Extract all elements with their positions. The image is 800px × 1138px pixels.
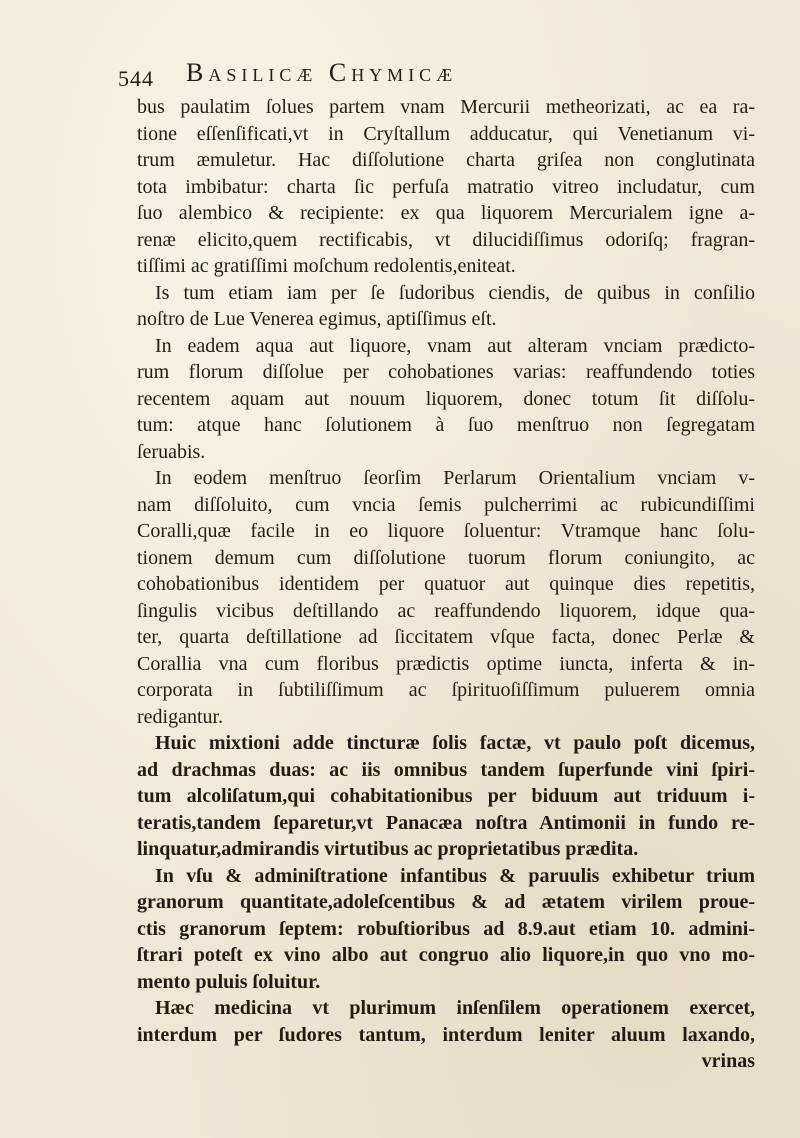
text-line: In vſu & adminiſtratione infantibus & paruulis exhibetur trium [155,864,755,887]
text-line: linquatur,admirandis virtutibus ac proprietatibus prædita. [137,838,639,860]
text-line: renæ elicito,quem rectificabis, vt dilucidiſſimus odoriſq; fragran- [137,228,755,251]
text-line: ſtrari poteſt ex vino albo aut congruo alio liquore,in quo vno mo- [137,944,755,966]
text-line: trum æmuletur. Hac diſſolutione charta griſea non conglutinata [137,149,755,171]
text-line: tiſſimi ac gratiſſimi moſchum redolentis,eniteat. [137,255,516,277]
text-line: tum: atque hanc ſolutionem à ſuo menſtruo non ſegregatam [137,414,755,436]
body-text [137,94,755,1075]
text-line: teratis,tandem ſeparetur,vt Panacæa noſtra Antimonii in fundo re- [137,811,755,834]
text-line: ad drachmas duas: ac iis omnibus tandem ſuperfunde vini ſpiri- [137,758,755,781]
running-head: Basilicæ Chymicæ [186,58,458,87]
text-line: interdum per ſudores tantum, interdum leniter aluum laxando, [137,1023,755,1046]
text-line: tionem demum cum diſſolutione tuorum florum coniungito, ac [137,546,755,569]
text-line: Hæc medicina vt plurimum inſenſilem operationem exercet, [155,997,755,1019]
text-line: cohobationibus identidem per quatuor aut quinque dies repetitis, [137,573,755,595]
text-line: mento puluis ſoluitur. [137,970,321,993]
text-line: ctis granorum ſeptem: robuſtioribus ad 8.9.aut etiam 10. admini- [137,917,755,940]
text-line: tione eſſenſificati,vt in Cryſtallum adducatur, qui Venetianum vi- [137,122,755,145]
text-line: granorum quantitate,adoleſcentibus & ad ætatem virilem proue- [137,891,755,913]
text-line: Coralli,quæ facile in eo liquore ſoluentur: Vtramque hanc ſolu- [137,520,755,542]
text-line: redigantur. [137,705,224,728]
text-line: In eadem aqua aut liquore, vnam aut alteram vnciam prædicto- [155,334,755,357]
text-line: recentem aquam aut nouum liquorem, donec totum ſit diſſolu- [137,387,755,410]
text-line: noſtro de Lue Venerea egimus, aptiſſimus eſt. [137,308,497,330]
text-line: ſuo alembico & recipiente: ex qua liquorem Mercurialem igne a- [137,202,755,224]
page-number: 544 [118,66,154,91]
catchword: vrinas [701,1050,755,1072]
text-line: ter, quarta deſtillatione ad ſiccitatem vſque facta, donec Perlæ & [137,626,755,648]
text-line: Is tum etiam iam per ſe ſudoribus ciendis, de quibus in conſilio [155,281,755,304]
text-line: Corallia vna cum floribus prædictis optime iuncta, inferta & in- [137,652,755,675]
text-line: nam diſſoluito, cum vncia ſemis pulcherrimi ac rubicundiſſimi [137,493,755,516]
page-header [118,58,758,92]
text-line: tum alcoliſatum,qui cohabitationibus per biduum aut triduum i- [137,785,755,807]
text-line: bus paulatim ſolues partem vnam Mercurii metheorizati, ac ea ra- [137,96,755,118]
text-line: ſingulis vicibus deſtillando ac reaffundendo liquorem, idque qua- [137,599,755,622]
text-line: corporata in ſubtiliſſimum ac ſpirituoſiſſimum puluerem omnia [137,679,755,701]
text-line: ſeruabis. [137,440,206,463]
text-line: In eodem menſtruo ſeorſim Perlarum Orientalium vnciam v- [155,467,755,489]
text-line: Huic mixtioni adde tincturæ ſolis factæ, vt paulo poſt dicemus, [155,732,755,754]
text-line: tota imbibatur: charta ſic perfuſa matratio vitreo includatur, cum [137,175,755,198]
text-line: rum florum diſſolue per cohobationes varias: reaffundendo toties [137,361,755,383]
